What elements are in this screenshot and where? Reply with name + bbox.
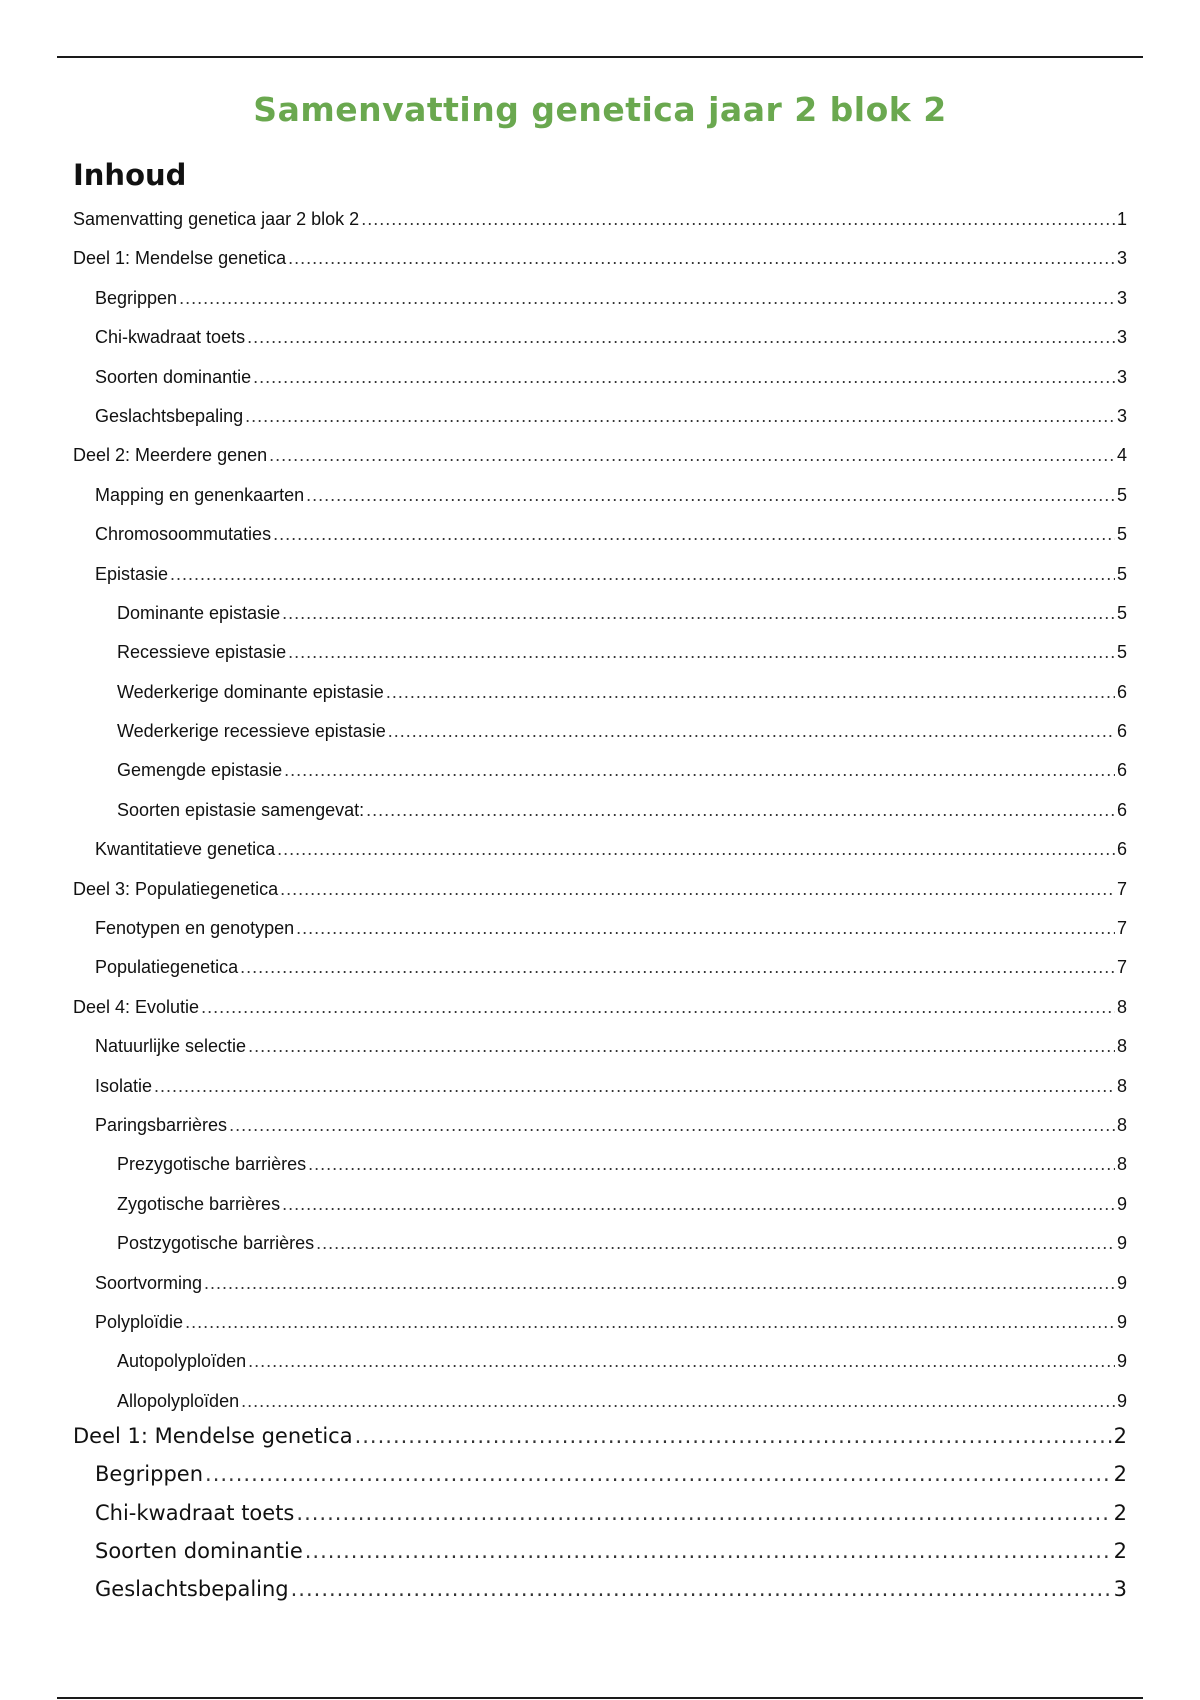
toc-entry-label: Autopolyploïden — [117, 1351, 247, 1372]
toc-entry[interactable] — [73, 603, 1127, 642]
toc-entry[interactable] — [73, 760, 1127, 799]
document-title: Samenvatting genetica jaar 2 blok 2 — [253, 90, 947, 129]
toc-entry-page-number: 6 — [1116, 799, 1127, 820]
toc-entry-label: Kwantitatieve genetica — [95, 839, 276, 860]
toc-entry-page-number: 6 — [1116, 721, 1127, 742]
toc-entry-page-number: 6 — [1116, 839, 1127, 860]
toc-dot-leader — [229, 1115, 1115, 1136]
toc-entry-label: Wederkerige dominante epistasie — [117, 681, 384, 702]
toc-dot-leader — [288, 642, 1115, 663]
toc-entry-label: Deel 4: Evolutie — [73, 996, 200, 1017]
toc-entry[interactable] — [73, 1312, 1127, 1351]
toc-dot-leader — [288, 248, 1115, 269]
toc-dot-leader — [308, 1154, 1115, 1175]
toc-entry[interactable] — [73, 1076, 1127, 1115]
toc-list — [73, 209, 1127, 1430]
toc-dot-leader — [205, 1462, 1112, 1486]
toc-entry-page-number: 5 — [1116, 524, 1127, 545]
toc-entry-label: Chi-kwadraat toets — [95, 1500, 295, 1525]
toc-dot-leader — [185, 1312, 1115, 1333]
toc-entry[interactable] — [73, 406, 1127, 445]
toc-entry-page-number: 3 — [1116, 287, 1127, 308]
toc-entry-label: Deel 2: Meerdere genen — [73, 445, 268, 466]
toc-entry-label: Soorten dominantie — [95, 366, 252, 387]
toc-entry-label: Deel 1: Mendelse genetica — [73, 1424, 353, 1448]
toc-entry-label: Natuurlijke selectie — [95, 1036, 247, 1057]
toc-dot-leader — [296, 1501, 1111, 1525]
toc-dot-leader — [355, 1424, 1112, 1448]
toc-entry-page-number: 8 — [1116, 1036, 1127, 1057]
toc-entry[interactable] — [73, 288, 1127, 327]
toc-entry[interactable] — [73, 721, 1127, 760]
toc-entry-label: Soorten dominantie — [95, 1538, 303, 1563]
toc-entry-page-number: 9 — [1116, 1390, 1127, 1411]
toc-entry[interactable] — [73, 1115, 1127, 1154]
toc-entry-page-number: 9 — [1116, 1272, 1127, 1293]
toc-entry[interactable] — [73, 367, 1127, 406]
toc-entry-page-number: 8 — [1116, 1114, 1127, 1135]
toc-entry-label: Chi-kwadraat toets — [95, 327, 246, 348]
toc-entry-label: Begrippen — [95, 1462, 204, 1487]
toc-entry-label: Paringsbarrières — [95, 1114, 228, 1135]
toc-dot-leader — [245, 406, 1115, 427]
toc-entry-label: Samenvatting genetica jaar 2 blok 2 — [73, 209, 360, 229]
toc-entry-page-number: 9 — [1116, 1311, 1127, 1332]
toc-dot-leader — [248, 1036, 1115, 1057]
toc-entry[interactable] — [73, 1577, 1127, 1615]
toc-entry[interactable] — [73, 1539, 1127, 1577]
toc-dot-leader — [248, 1351, 1115, 1372]
toc-entry-page-number: 5 — [1116, 484, 1127, 505]
toc-entry-page-number: 5 — [1116, 642, 1127, 663]
toc-entry-label: Prezygotische barrières — [117, 1154, 307, 1175]
toc-entry-page-number: 5 — [1116, 602, 1127, 623]
toc-heading: Inhoud — [73, 158, 187, 192]
toc-entry-label: Mapping en genenkaarten — [95, 484, 305, 505]
toc-entry-page-number: 9 — [1116, 1233, 1127, 1254]
toc-entry-page-number: 2 — [1113, 1424, 1127, 1448]
toc-entry-label: Populatiegenetica — [95, 957, 239, 978]
toc-entry-label: Geslachtsbepaling — [95, 1577, 289, 1602]
toc-entry-page-number: 9 — [1116, 1351, 1127, 1372]
toc-entry-page-number: 3 — [1113, 1577, 1127, 1602]
toc-entry[interactable] — [73, 918, 1127, 957]
toc-entry[interactable] — [73, 1501, 1127, 1539]
toc-entry-page-number: 2 — [1113, 1500, 1127, 1525]
toc-entry-page-number: 6 — [1116, 760, 1127, 781]
toc-dot-leader — [240, 957, 1115, 978]
toc-dot-leader — [204, 1273, 1115, 1294]
toc-entry[interactable] — [73, 839, 1127, 878]
toc-entry-label: Isolatie — [95, 1075, 153, 1096]
toc-entry[interactable] — [73, 524, 1127, 563]
toc-entry[interactable] — [73, 1462, 1127, 1500]
toc-dot-leader — [247, 327, 1115, 348]
toc-dot-leader — [269, 445, 1115, 466]
toc-dot-leader — [366, 800, 1115, 821]
toc-dot-leader — [316, 1233, 1115, 1254]
toc-entry-label: Dominante epistasie — [117, 602, 281, 623]
toc-dot-leader — [280, 879, 1115, 900]
toc-dot-leader — [386, 682, 1115, 703]
toc-dot-leader — [253, 367, 1115, 388]
toc-entry-label: Soorten epistasie samengevat: — [117, 799, 365, 820]
toc-entry-page-number: 8 — [1116, 996, 1127, 1017]
toc-dot-leader — [361, 209, 1115, 230]
toc-entry-label: Epistasie — [95, 563, 169, 584]
toc-entry[interactable] — [73, 997, 1127, 1036]
toc-entry-page-number: 3 — [1116, 405, 1127, 426]
toc-entry[interactable] — [73, 564, 1127, 603]
toc-dot-leader — [201, 997, 1115, 1018]
toc-entry[interactable] — [73, 1154, 1127, 1193]
toc-dot-leader — [291, 1577, 1112, 1601]
toc-dot-leader — [282, 603, 1115, 624]
toc-entry[interactable] — [73, 209, 1127, 248]
toc-entry[interactable] — [73, 879, 1127, 918]
toc-entry-label: Postzygotische barrières — [117, 1233, 315, 1254]
toc-entry-label: Begrippen — [95, 287, 178, 308]
toc-entry-label: Allopolyploïden — [117, 1390, 240, 1411]
toc-entry[interactable] — [73, 1036, 1127, 1075]
toc-entry-page-number: 4 — [1116, 445, 1127, 466]
toc-entry[interactable] — [73, 1351, 1127, 1390]
toc-entry-label: Deel 3: Populatiegenetica — [73, 878, 279, 899]
toc-entry-label: Polyploïdie — [95, 1311, 184, 1332]
toc-dot-leader — [273, 524, 1115, 545]
toc-entry-label: Soortvorming — [95, 1272, 203, 1293]
toc-dot-leader — [282, 1194, 1115, 1215]
toc-entry[interactable] — [73, 485, 1127, 524]
toc-entry[interactable] — [73, 1194, 1127, 1233]
toc-entry[interactable] — [73, 1273, 1127, 1312]
toc-list-secondary — [73, 1424, 1127, 1615]
toc-dot-leader — [179, 288, 1115, 309]
toc-dot-leader — [306, 485, 1115, 506]
toc-entry[interactable] — [73, 800, 1127, 839]
toc-entry-page-number: 7 — [1116, 918, 1127, 939]
toc-entry[interactable] — [73, 1424, 1127, 1462]
toc-entry[interactable] — [73, 682, 1127, 721]
toc-entry-page-number: 2 — [1113, 1538, 1127, 1563]
toc-entry[interactable] — [73, 957, 1127, 996]
toc-dot-leader — [305, 1539, 1112, 1563]
toc-entry-label: Chromosoommutaties — [95, 524, 272, 545]
toc-entry-page-number: 8 — [1116, 1075, 1127, 1096]
toc-dot-leader — [241, 1391, 1115, 1412]
toc-entry-label: Recessieve epistasie — [117, 642, 287, 663]
toc-entry-label: Fenotypen en genotypen — [95, 918, 295, 939]
toc-entry-page-number: 1 — [1116, 209, 1127, 229]
toc-entry-page-number: 2 — [1113, 1462, 1127, 1487]
toc-entry[interactable] — [73, 1233, 1127, 1272]
toc-entry-page-number: 8 — [1116, 1154, 1127, 1175]
toc-dot-leader — [296, 918, 1115, 939]
toc-entry-page-number: 6 — [1116, 681, 1127, 702]
toc-entry[interactable] — [73, 327, 1127, 366]
toc-dot-leader — [170, 564, 1115, 585]
toc-entry-page-number: 9 — [1116, 1193, 1127, 1214]
toc-entry-page-number: 3 — [1116, 248, 1127, 269]
toc-entry-label: Zygotische barrières — [117, 1193, 281, 1214]
toc-entry-label: Wederkerige recessieve epistasie — [117, 721, 386, 742]
toc-entry-page-number: 5 — [1116, 563, 1127, 584]
toc-dot-leader — [277, 839, 1115, 860]
toc-entry-page-number: 3 — [1116, 327, 1127, 348]
toc-entry-label: Gemengde epistasie — [117, 760, 283, 781]
toc-entry-page-number: 3 — [1116, 366, 1127, 387]
toc-entry-page-number: 7 — [1116, 878, 1127, 899]
toc-entry[interactable] — [73, 445, 1127, 484]
toc-entry[interactable] — [73, 642, 1127, 681]
top-rule — [57, 56, 1143, 58]
toc-dot-leader — [154, 1076, 1115, 1097]
toc-entry-label: Geslachtsbepaling — [95, 405, 244, 426]
toc-dot-leader — [388, 721, 1115, 742]
toc-entry-page-number: 7 — [1116, 957, 1127, 978]
toc-entry[interactable] — [73, 248, 1127, 287]
toc-entry-label: Deel 1: Mendelse genetica — [73, 248, 287, 269]
bottom-rule — [57, 1697, 1143, 1699]
toc-dot-leader — [284, 760, 1115, 781]
